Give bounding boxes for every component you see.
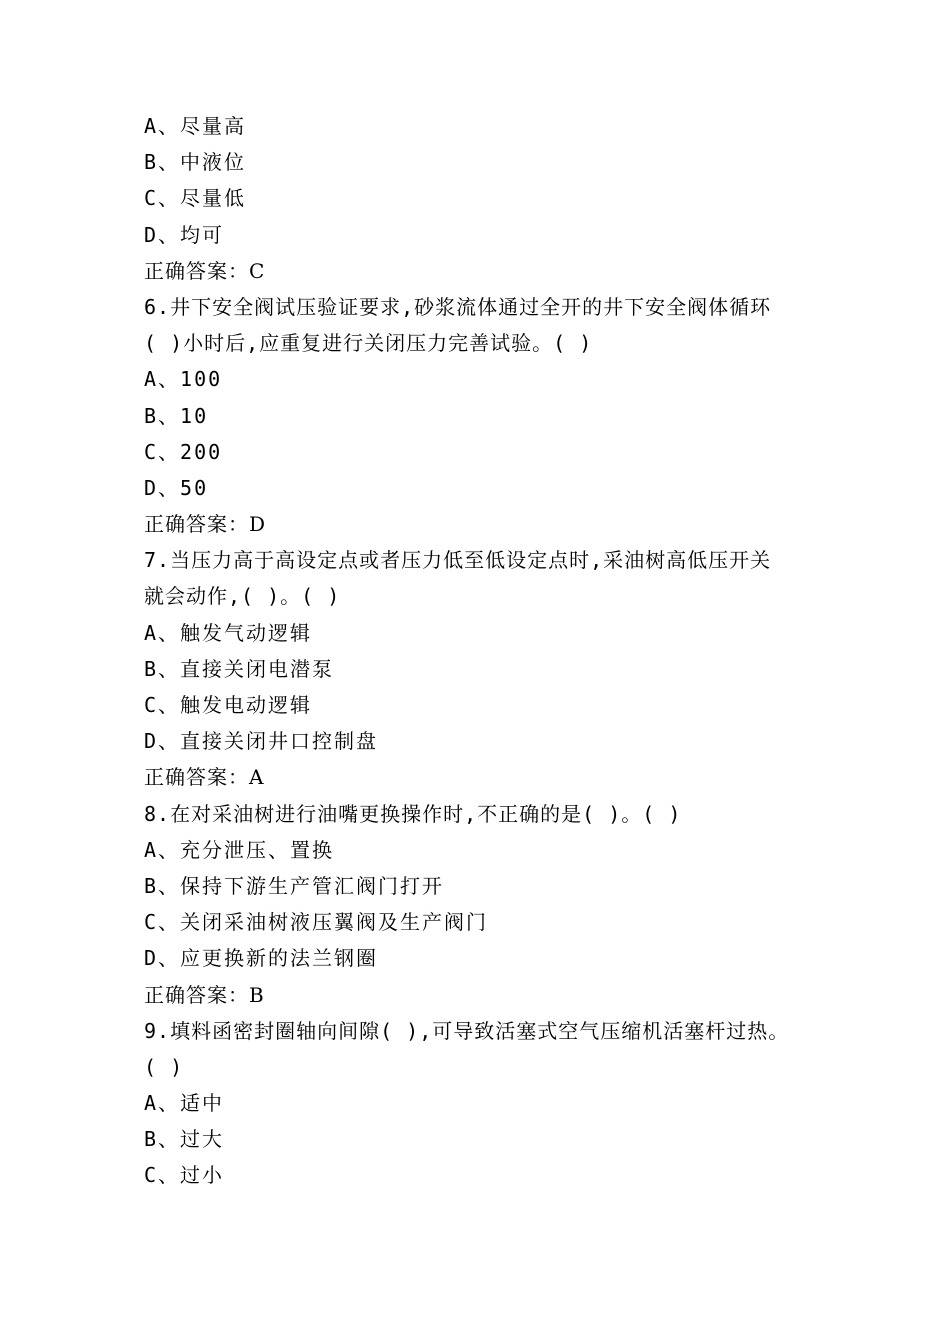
q7-option-d: D、直接关闭井口控制盘 [144, 729, 379, 754]
q8-answer: 正确答案：B [144, 982, 265, 1007]
q5-option-d: D、均可 [144, 222, 225, 247]
q7-option-a: A、触发气动逻辑 [144, 620, 313, 645]
q6-option-d: D、50 [144, 475, 209, 500]
q5-option-b: B、中液位 [144, 150, 247, 175]
q9-text-line-1: 9.填料函密封圈轴向间隙( ),可导致活塞式空气压缩机活塞杆过热。 [144, 1018, 790, 1043]
q7-text-line-2: 就会动作,( )。( ) [144, 584, 341, 609]
q6-text-line-2: ( )小时后,应重复进行关闭压力完善试验。( ) [144, 331, 593, 356]
q7-option-b: B、直接关闭电潜泵 [144, 656, 335, 681]
q5-option-c: C、尽量低 [144, 186, 247, 211]
q8-option-b: B、保持下游生产管汇阀门打开 [144, 873, 445, 898]
q5-option-a: A、尽量高 [144, 114, 247, 138]
q6-option-a: A、100 [144, 367, 223, 392]
q8-option-d: D、应更换新的法兰钢圈 [144, 946, 379, 971]
q7-text-line-1: 7.当压力高于高设定点或者压力低至低设定点时,采油树高低压开关 [144, 548, 772, 573]
q8-text-line-1: 8.在对采油树进行油嘴更换操作时,不正确的是( )。( ) [144, 801, 682, 826]
q9-option-a: A、适中 [144, 1091, 225, 1116]
q6-text-line-1: 6.井下安全阀试压验证要求,砂浆流体通过全开的井下安全阀体循环 [144, 294, 772, 319]
q8-option-c: C、关闭采油树液压翼阀及生产阀门 [144, 910, 489, 935]
q6-option-c: C、200 [144, 439, 223, 464]
q9-option-b: B、过大 [144, 1127, 225, 1152]
q8-option-a: A、充分泄压、置换 [144, 837, 335, 862]
q9-text-line-2: ( ) [144, 1054, 184, 1079]
q6-answer: 正确答案：D [144, 512, 267, 537]
q7-answer: 正确答案：A [144, 765, 265, 790]
q5-answer: 正确答案：C [144, 258, 266, 283]
question-list [144, 108, 834, 1194]
q9-option-c: C、过小 [144, 1163, 225, 1188]
q7-option-c: C、触发电动逻辑 [144, 693, 313, 717]
q6-option-b: B、10 [144, 403, 209, 428]
